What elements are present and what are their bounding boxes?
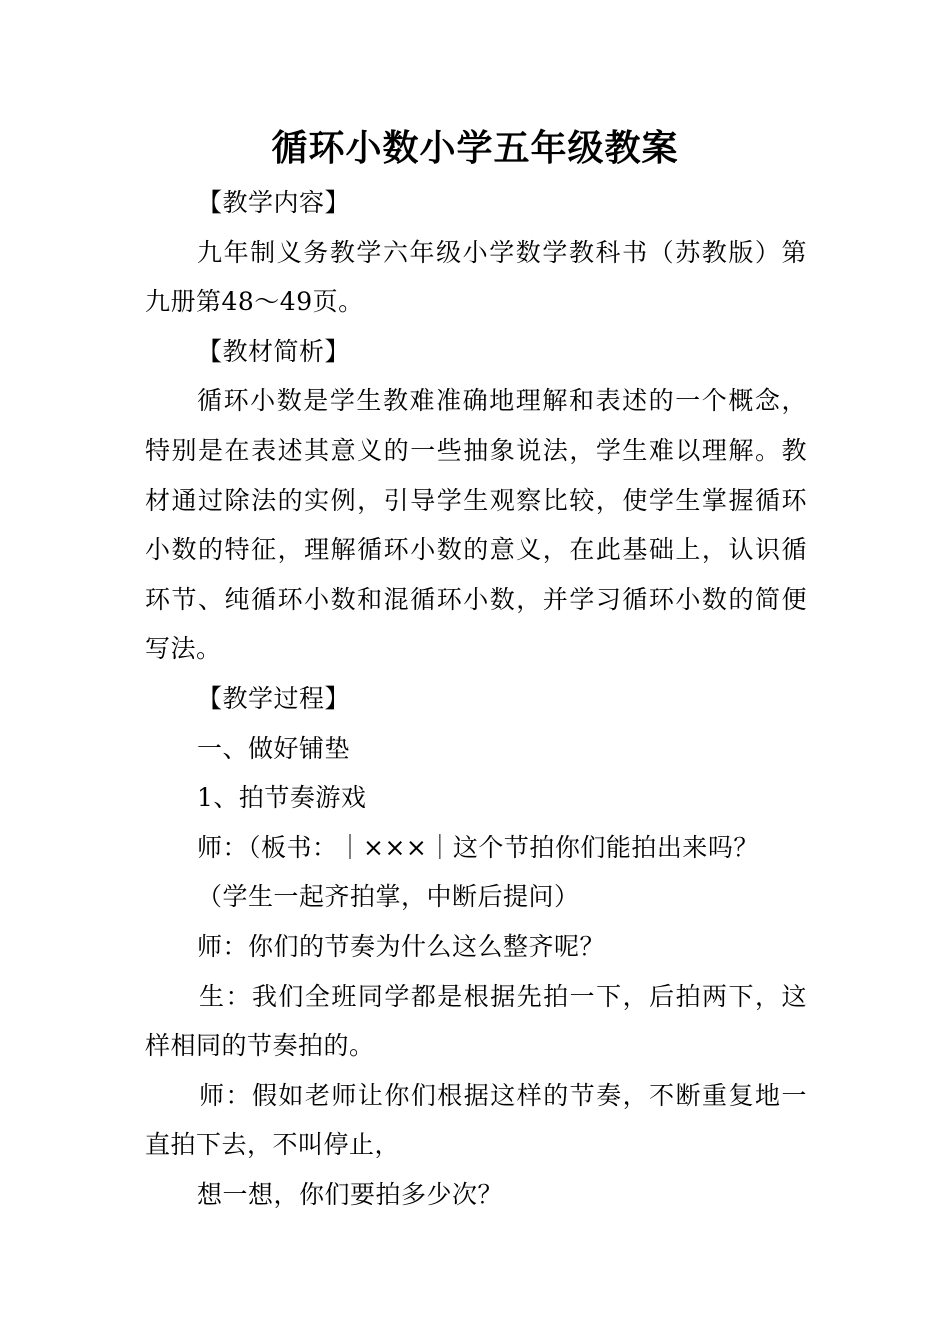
paragraph-material-analysis: 循环小数是学生教难准确地理解和表述的一个概念，特别是在表述其意义的一些抽象说法，学生难以理解。教材通过除法的实例，引导学生观察比较，使学生掌握循环小数的特征，理解循环小数的意义，在此基础上，认识循环节、纯循环小数和混循环小数，并学习循环小数的简便写法。 bbox=[145, 386, 807, 664]
paragraph-teacher-question-4: 想一想，你们要拍多少次？ bbox=[197, 1179, 504, 1209]
paragraph-step-one: 一、做好铺垫 bbox=[197, 733, 351, 763]
paragraph-rhythm-game: 1、拍节奏游戏 bbox=[197, 783, 367, 813]
paragraph-teacher-question-3: 师：假如老师让你们根据这样的节奏，不断重复地一直拍下去，不叫停止， bbox=[145, 1080, 807, 1160]
paragraph-textbook-reference: 九年制义务教学六年级小学数学教科书（苏教版）第九册第48～49页。 bbox=[145, 237, 807, 317]
section-heading-material-analysis: 【教材简析】 bbox=[197, 336, 351, 366]
document-body bbox=[145, 178, 807, 1219]
paragraph-student-action: （学生一起齐拍掌，中断后提问） bbox=[197, 882, 580, 912]
paragraph-teacher-question-2: 师：你们的节奏为什么这么整齐呢？ bbox=[197, 931, 606, 961]
document-title: 循环小数小学五年级教案 bbox=[271, 127, 679, 169]
paragraph-student-answer: 生：我们全班同学都是根据先拍一下，后拍两下，这样相同的节奏拍的。 bbox=[145, 981, 807, 1061]
paragraph-teacher-question-1: 师：（板书：｜×××｜这个节拍你们能拍出来吗？ bbox=[197, 832, 759, 862]
section-heading-teaching-process: 【教学过程】 bbox=[197, 683, 351, 713]
section-heading-teaching-content: 【教学内容】 bbox=[197, 188, 351, 217]
